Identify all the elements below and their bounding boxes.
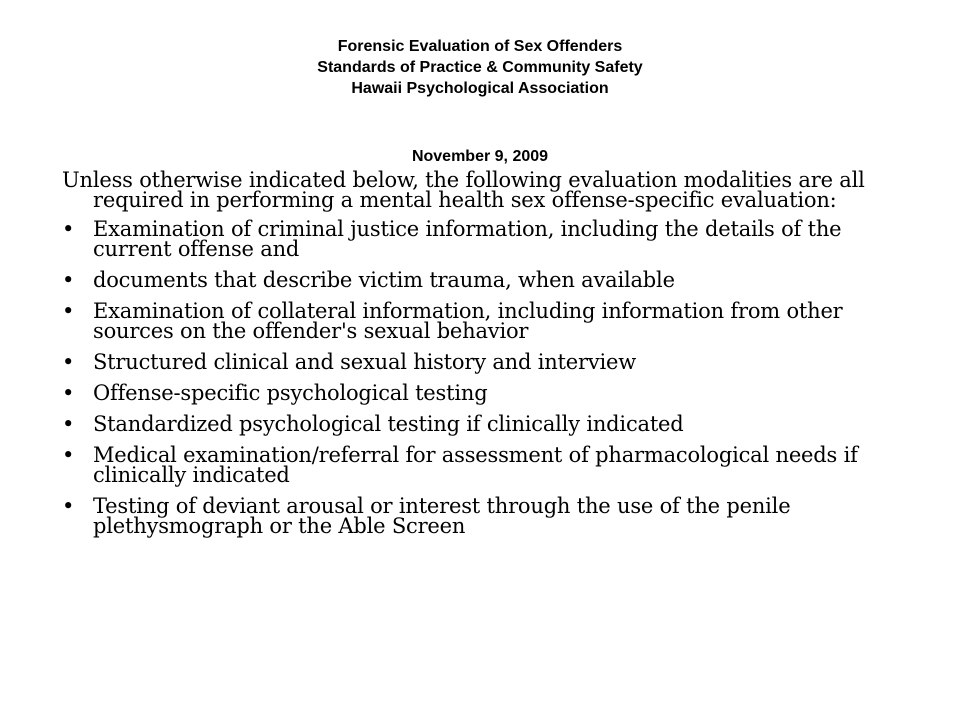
list-item-text: Structured clinical and sexual history and interview	[93, 350, 637, 374]
bullet-icon: •	[62, 443, 75, 467]
bullet-icon: •	[62, 412, 75, 436]
list-item	[62, 445, 912, 485]
bullet-icon: •	[62, 268, 75, 292]
bullet-icon: •	[62, 494, 75, 518]
bullet-icon: •	[62, 217, 75, 241]
list-item	[62, 352, 912, 372]
list-item-text: Standardized psychological testing if clinically indicated	[93, 412, 684, 436]
list-item-text: Examination of collateral information, including information from other sources on the offender's sexual behavior	[93, 299, 843, 343]
document-date: November 9, 2009	[411, 148, 549, 165]
list-item-text: Medical examination/referral for assessment of pharmacological needs if clinically indicated	[93, 443, 858, 487]
list-item	[62, 270, 912, 290]
list-item-text: Testing of deviant arousal or interest through the use of the penile plethysmograph or the Able Screen	[93, 494, 791, 538]
document-body	[62, 170, 912, 547]
bullet-icon: •	[62, 381, 75, 405]
list-item	[62, 219, 912, 259]
list-item	[62, 383, 912, 403]
list-item	[62, 301, 912, 341]
bullet-icon: •	[62, 350, 75, 374]
intro-paragraph: Unless otherwise indicated below, the following evaluation modalities are all required in performing a mental health sex offense-specific evaluation:	[62, 168, 865, 212]
modalities-list	[62, 219, 912, 536]
document-header	[0, 36, 960, 99]
list-item-text: Offense-specific psychological testing	[93, 381, 488, 405]
list-item	[62, 414, 912, 434]
header-subtitle: Standards of Practice & Community Safety	[317, 59, 643, 76]
list-item-text: documents that describe victim trauma, when available	[93, 268, 675, 292]
bullet-icon: •	[62, 299, 75, 323]
list-item	[62, 496, 912, 536]
header-title: Forensic Evaluation of Sex Offenders	[337, 38, 623, 55]
header-organization: Hawaii Psychological Association	[351, 80, 609, 97]
list-item-text: Examination of criminal justice information, including the details of the current offense and	[93, 217, 842, 261]
